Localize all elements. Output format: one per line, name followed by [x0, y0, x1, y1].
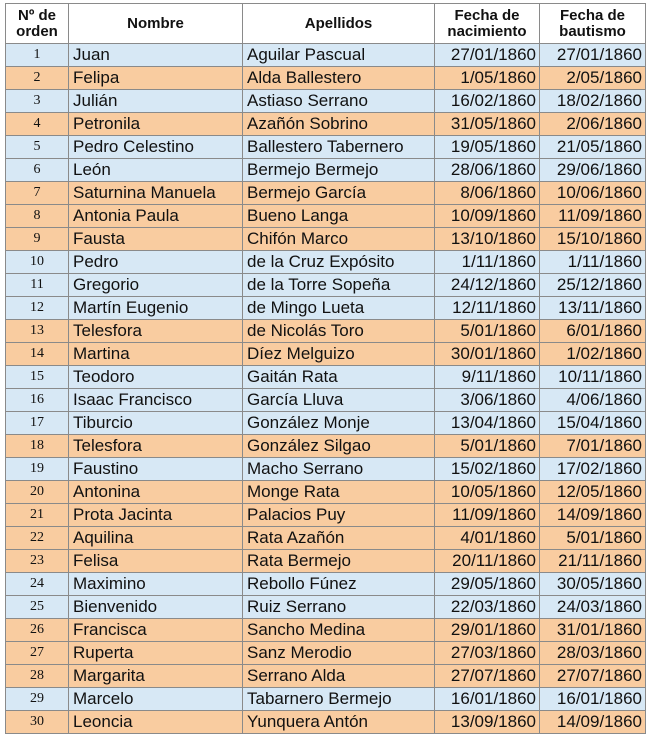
surnames-cell: Ruiz Serrano — [243, 596, 435, 619]
birth-date-cell: 27/03/1860 — [435, 642, 540, 665]
first-name-cell: Faustino — [69, 458, 243, 481]
table-row — [6, 711, 646, 734]
table-row — [6, 159, 646, 182]
first-name-cell: Isaac Francisco — [69, 389, 243, 412]
table-row — [6, 90, 646, 113]
order-number-cell: 15 — [6, 366, 69, 389]
first-name-cell: Ruperta — [69, 642, 243, 665]
birth-date-cell: 13/04/1860 — [435, 412, 540, 435]
header-baptism-date: Fecha de bautismo — [540, 4, 646, 44]
order-number-cell: 17 — [6, 412, 69, 435]
surnames-cell: Bueno Langa — [243, 205, 435, 228]
birth-date-cell: 10/05/1860 — [435, 481, 540, 504]
baptism-date-cell: 1/11/1860 — [540, 251, 646, 274]
order-number-cell: 11 — [6, 274, 69, 297]
birth-date-cell: 1/05/1860 — [435, 67, 540, 90]
birth-date-cell: 27/07/1860 — [435, 665, 540, 688]
baptism-date-cell: 27/01/1860 — [540, 44, 646, 67]
order-number-cell: 21 — [6, 504, 69, 527]
surnames-cell: Astiaso Serrano — [243, 90, 435, 113]
birth-date-cell: 5/01/1860 — [435, 320, 540, 343]
table-row — [6, 205, 646, 228]
first-name-cell: Fausta — [69, 228, 243, 251]
birth-date-cell: 3/06/1860 — [435, 389, 540, 412]
table-row — [6, 596, 646, 619]
order-number-cell: 12 — [6, 297, 69, 320]
first-name-cell: Telesfora — [69, 320, 243, 343]
surnames-cell: Rata Bermejo — [243, 550, 435, 573]
order-number-cell: 28 — [6, 665, 69, 688]
first-name-cell: Martín Eugenio — [69, 297, 243, 320]
order-number-cell: 4 — [6, 113, 69, 136]
order-number-cell: 10 — [6, 251, 69, 274]
baptism-date-cell: 1/02/1860 — [540, 343, 646, 366]
table-row — [6, 504, 646, 527]
order-number-cell: 27 — [6, 642, 69, 665]
birth-date-cell: 16/02/1860 — [435, 90, 540, 113]
baptism-date-cell: 25/12/1860 — [540, 274, 646, 297]
birth-date-cell: 29/01/1860 — [435, 619, 540, 642]
birth-date-cell: 28/06/1860 — [435, 159, 540, 182]
table-row — [6, 182, 646, 205]
order-number-cell: 26 — [6, 619, 69, 642]
baptism-date-cell: 4/06/1860 — [540, 389, 646, 412]
header-order-number: Nº de orden — [6, 4, 69, 44]
surnames-cell: González Silgao — [243, 435, 435, 458]
first-name-cell: Julián — [69, 90, 243, 113]
baptism-date-cell: 14/09/1860 — [540, 504, 646, 527]
table-row — [6, 435, 646, 458]
surnames-cell: Palacios Puy — [243, 504, 435, 527]
order-number-cell: 29 — [6, 688, 69, 711]
table-row — [6, 136, 646, 159]
baptism-date-cell: 27/07/1860 — [540, 665, 646, 688]
table-row — [6, 320, 646, 343]
table-row — [6, 44, 646, 67]
registry-table-container — [5, 3, 645, 734]
surnames-cell: Bermejo Bermejo — [243, 159, 435, 182]
first-name-cell: Margarita — [69, 665, 243, 688]
table-row — [6, 67, 646, 90]
surnames-cell: Yunquera Antón — [243, 711, 435, 734]
first-name-cell: Prota Jacinta — [69, 504, 243, 527]
surnames-cell: Díez Melguizo — [243, 343, 435, 366]
order-number-cell: 14 — [6, 343, 69, 366]
first-name-cell: Felipa — [69, 67, 243, 90]
surnames-cell: Rata Azañón — [243, 527, 435, 550]
surnames-cell: Monge Rata — [243, 481, 435, 504]
birth-date-cell: 4/01/1860 — [435, 527, 540, 550]
baptism-date-cell: 2/05/1860 — [540, 67, 646, 90]
order-number-cell: 2 — [6, 67, 69, 90]
order-number-cell: 8 — [6, 205, 69, 228]
first-name-cell: Saturnina Manuela — [69, 182, 243, 205]
order-number-cell: 5 — [6, 136, 69, 159]
surnames-cell: de Nicolás Toro — [243, 320, 435, 343]
birth-date-cell: 1/11/1860 — [435, 251, 540, 274]
baptism-date-cell: 10/11/1860 — [540, 366, 646, 389]
header-row — [6, 4, 646, 44]
baptism-date-cell: 14/09/1860 — [540, 711, 646, 734]
baptism-date-cell: 16/01/1860 — [540, 688, 646, 711]
baptism-date-cell: 18/02/1860 — [540, 90, 646, 113]
first-name-cell: Teodoro — [69, 366, 243, 389]
birth-date-cell: 16/01/1860 — [435, 688, 540, 711]
order-number-cell: 24 — [6, 573, 69, 596]
order-number-cell: 1 — [6, 44, 69, 67]
table-row — [6, 665, 646, 688]
order-number-cell: 25 — [6, 596, 69, 619]
surnames-cell: Macho Serrano — [243, 458, 435, 481]
surnames-cell: de Mingo Lueta — [243, 297, 435, 320]
birth-date-cell: 27/01/1860 — [435, 44, 540, 67]
first-name-cell: Gregorio — [69, 274, 243, 297]
baptism-date-cell: 7/01/1860 — [540, 435, 646, 458]
birth-date-cell: 11/09/1860 — [435, 504, 540, 527]
table-row — [6, 412, 646, 435]
first-name-cell: Marcelo — [69, 688, 243, 711]
first-name-cell: Martina — [69, 343, 243, 366]
first-name-cell: León — [69, 159, 243, 182]
table-row — [6, 458, 646, 481]
surnames-cell: Alda Ballestero — [243, 67, 435, 90]
surnames-cell: Rebollo Fúnez — [243, 573, 435, 596]
table-row — [6, 297, 646, 320]
first-name-cell: Bienvenido — [69, 596, 243, 619]
first-name-cell: Pedro — [69, 251, 243, 274]
baptism-date-cell: 11/09/1860 — [540, 205, 646, 228]
order-number-cell: 30 — [6, 711, 69, 734]
surnames-cell: González Monje — [243, 412, 435, 435]
baptism-date-cell: 17/02/1860 — [540, 458, 646, 481]
table-row — [6, 527, 646, 550]
order-number-cell: 6 — [6, 159, 69, 182]
baptism-date-cell: 10/06/1860 — [540, 182, 646, 205]
table-row — [6, 642, 646, 665]
surnames-cell: de la Cruz Expósito — [243, 251, 435, 274]
birth-date-cell: 22/03/1860 — [435, 596, 540, 619]
birth-date-cell: 13/10/1860 — [435, 228, 540, 251]
order-number-cell: 22 — [6, 527, 69, 550]
order-number-cell: 18 — [6, 435, 69, 458]
baptism-date-cell: 29/06/1860 — [540, 159, 646, 182]
first-name-cell: Petronila — [69, 113, 243, 136]
baptism-date-cell: 2/06/1860 — [540, 113, 646, 136]
table-row — [6, 228, 646, 251]
birth-date-cell: 13/09/1860 — [435, 711, 540, 734]
table-row — [6, 550, 646, 573]
baptism-date-cell: 21/11/1860 — [540, 550, 646, 573]
order-number-cell: 16 — [6, 389, 69, 412]
birth-date-cell: 8/06/1860 — [435, 182, 540, 205]
birth-date-cell: 20/11/1860 — [435, 550, 540, 573]
birth-date-cell: 10/09/1860 — [435, 205, 540, 228]
first-name-cell: Leoncia — [69, 711, 243, 734]
table-row — [6, 573, 646, 596]
header-first-name: Nombre — [69, 4, 243, 44]
baptism-registry-table — [5, 3, 646, 734]
baptism-date-cell: 6/01/1860 — [540, 320, 646, 343]
table-row — [6, 343, 646, 366]
order-number-cell: 3 — [6, 90, 69, 113]
table-row — [6, 389, 646, 412]
birth-date-cell: 31/05/1860 — [435, 113, 540, 136]
order-number-cell: 19 — [6, 458, 69, 481]
baptism-date-cell: 13/11/1860 — [540, 297, 646, 320]
baptism-date-cell: 12/05/1860 — [540, 481, 646, 504]
first-name-cell: Maximino — [69, 573, 243, 596]
header-birth-date: Fecha de nacimiento — [435, 4, 540, 44]
table-row — [6, 688, 646, 711]
birth-date-cell: 9/11/1860 — [435, 366, 540, 389]
first-name-cell: Telesfora — [69, 435, 243, 458]
header-surnames: Apellidos — [243, 4, 435, 44]
order-number-cell: 13 — [6, 320, 69, 343]
surnames-cell: Serrano Alda — [243, 665, 435, 688]
table-row — [6, 251, 646, 274]
surnames-cell: Sanz Merodio — [243, 642, 435, 665]
surnames-cell: Tabarnero Bermejo — [243, 688, 435, 711]
surnames-cell: Azañón Sobrino — [243, 113, 435, 136]
first-name-cell: Antonia Paula — [69, 205, 243, 228]
first-name-cell: Juan — [69, 44, 243, 67]
birth-date-cell: 24/12/1860 — [435, 274, 540, 297]
birth-date-cell: 15/02/1860 — [435, 458, 540, 481]
baptism-date-cell: 31/01/1860 — [540, 619, 646, 642]
first-name-cell: Pedro Celestino — [69, 136, 243, 159]
surnames-cell: de la Torre Sopeña — [243, 274, 435, 297]
surnames-cell: Sancho Medina — [243, 619, 435, 642]
baptism-date-cell: 21/05/1860 — [540, 136, 646, 159]
baptism-date-cell: 15/10/1860 — [540, 228, 646, 251]
first-name-cell: Francisca — [69, 619, 243, 642]
surnames-cell: Chifón Marco — [243, 228, 435, 251]
birth-date-cell: 30/01/1860 — [435, 343, 540, 366]
first-name-cell: Felisa — [69, 550, 243, 573]
surnames-cell: Ballestero Tabernero — [243, 136, 435, 159]
table-row — [6, 619, 646, 642]
order-number-cell: 23 — [6, 550, 69, 573]
birth-date-cell: 5/01/1860 — [435, 435, 540, 458]
table-row — [6, 274, 646, 297]
table-row — [6, 113, 646, 136]
baptism-date-cell: 5/01/1860 — [540, 527, 646, 550]
first-name-cell: Aquilina — [69, 527, 243, 550]
order-number-cell: 9 — [6, 228, 69, 251]
birth-date-cell: 19/05/1860 — [435, 136, 540, 159]
baptism-date-cell: 30/05/1860 — [540, 573, 646, 596]
surnames-cell: Aguilar Pascual — [243, 44, 435, 67]
first-name-cell: Antonina — [69, 481, 243, 504]
baptism-date-cell: 24/03/1860 — [540, 596, 646, 619]
surnames-cell: Gaitán Rata — [243, 366, 435, 389]
order-number-cell: 7 — [6, 182, 69, 205]
table-row — [6, 481, 646, 504]
baptism-date-cell: 15/04/1860 — [540, 412, 646, 435]
first-name-cell: Tiburcio — [69, 412, 243, 435]
order-number-cell: 20 — [6, 481, 69, 504]
baptism-date-cell: 28/03/1860 — [540, 642, 646, 665]
surnames-cell: Bermejo García — [243, 182, 435, 205]
table-row — [6, 366, 646, 389]
birth-date-cell: 12/11/1860 — [435, 297, 540, 320]
birth-date-cell: 29/05/1860 — [435, 573, 540, 596]
surnames-cell: García Lluva — [243, 389, 435, 412]
